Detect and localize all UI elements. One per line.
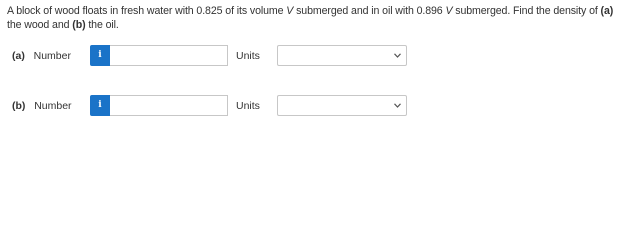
units-label: Units: [236, 50, 260, 62]
number-input-b[interactable]: [110, 95, 228, 116]
question-text-segment: submerged and in oil with 0.896: [293, 5, 446, 17]
part-a-label-marker: (a): [12, 50, 25, 62]
number-label: Number: [33, 50, 71, 62]
units-dropdown-b[interactable]: [277, 95, 407, 116]
units-dropdown-a[interactable]: [277, 45, 407, 66]
question-text-segment: the oil.: [85, 19, 119, 31]
question-text-segment: A block of wood floats in fresh water with 0.825 of its volume: [7, 5, 287, 17]
part-a-label: [12, 50, 71, 62]
part-b-label-marker: (b): [12, 100, 26, 112]
volume-variable: V: [286, 5, 294, 17]
part-b-marker: (b): [72, 19, 86, 31]
part-b-label: [12, 100, 72, 112]
question-text-segment: the wood and: [7, 19, 73, 31]
number-label: Number: [34, 100, 72, 112]
chevron-down-icon: [394, 53, 401, 58]
question-text: [7, 4, 619, 32]
info-icon[interactable]: i: [90, 45, 110, 66]
chevron-down-icon: [394, 103, 401, 108]
info-icon[interactable]: i: [90, 95, 110, 116]
number-input-a[interactable]: [110, 45, 228, 66]
answer-row-a: [7, 44, 619, 68]
part-a-marker: (a): [600, 5, 614, 17]
answer-row-b: [7, 94, 619, 118]
units-label: Units: [236, 100, 260, 112]
volume-variable: V: [445, 5, 453, 17]
question-text-segment: submerged. Find the density of: [452, 5, 601, 17]
